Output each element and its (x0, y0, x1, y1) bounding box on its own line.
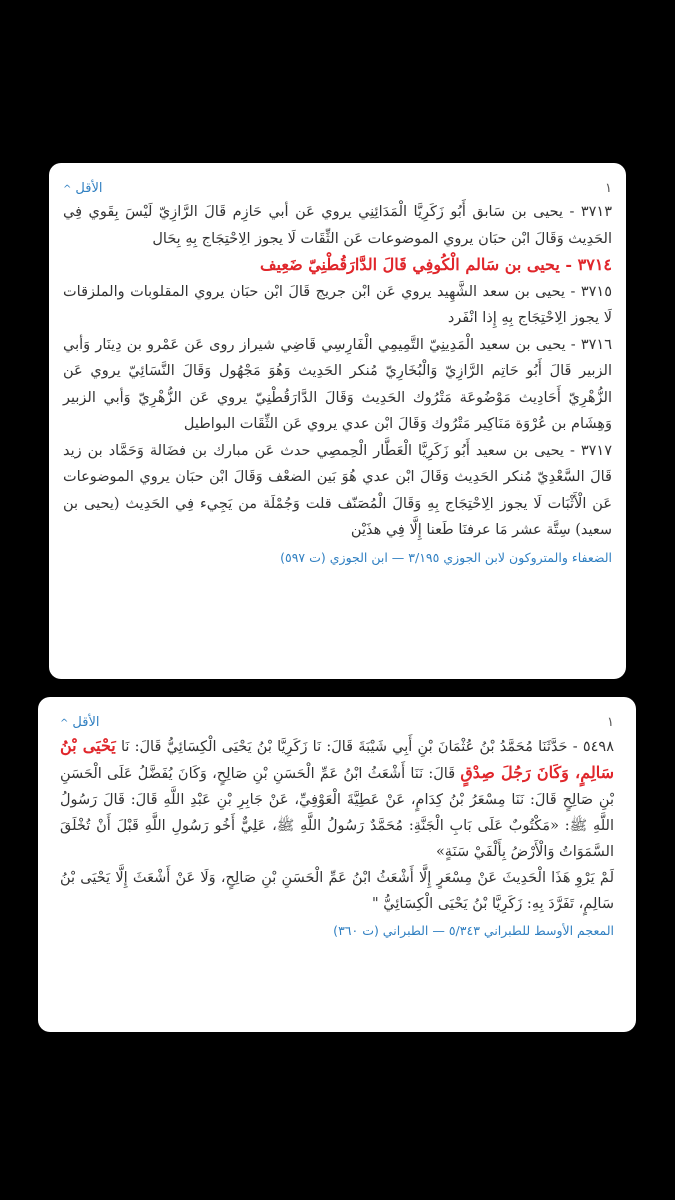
hadith-text (60, 733, 614, 865)
hadith-continuation: قَالَ: نَنَا أَشْعَثُ ابْنُ عَمِّ الْحَسَنِ بْنِ صَالِحٍ، وَكَانَ يُفَضَّلُ عَلَى الْحَسَنِ بْنِ صَالِحٍ قَالَ: نَنَا مِسْعَرُ بْنُ كِدَامٍ، عَنْ عَطِيَّةَ الْعَوْفِيِّ، عَنْ جَابِرِ بْنِ عَبْدِ اللَّهِ قَالَ: قَالَ رَسُولُ اللَّهِ ﷺ: «مَكْتُوبٌ عَلَى بَابِ الْجَنَّةِ: مُحَمَّدٌ رَسُولُ اللَّهِ ﷺ، عَلِيٌّ أَخُو رَسُولِ اللَّهِ قَبْلَ أَنْ تُخْلَقَ السَّمَوَاتُ وَالْأَرْضُ بِأَلْفَيْ سَنَةٍ» (60, 766, 614, 860)
card-number: ١ (607, 714, 614, 730)
entry-3714-highlight: ٣٧١٤ - يحيى بن سَالم الْكُوفِي قَالَ الدَّارَقُطْنِيّ ضَعِيف (259, 255, 612, 274)
entry-3717: ٣٧١٧ - يحيى بن سعيد أَبُو زَكَرِيَّا الْعَطَّار الْحِمصِي حدث عَن مبارك بن فضَالة وَحَمَّاد بن زيد قَالَ السَّعْدِيّ مُنكر الحَدِيث وَقَالَ ابْن عدي هُوَ بَين الضعْف وَقَالَ ابْن حبَان يروي الموضوعات عَن الْأَثْبَات لَا يجوز الِاحْتِجَاج بِهِ وَقَالَ الْمُصَنّف قلت وَجُمْلَة من يَجِيء فِي الحَدِيث (يحيى بن سعيد) سِتَّة عشر مَا عرفنَا طَعنا إِلَّا فِي هذَيْن (63, 442, 612, 538)
card-number: ١ (605, 180, 612, 196)
entry-3713: ٣٧١٣ - يحيى بن سَابق أَبُو زَكَرِيَّا الْمَدَائِنِي يروي عَن أبي حَازِم قَالَ الرَّازِيّ لَيْسَ بِقَوي فِي الحَدِيث وَقَالَ ابْن حبَان يروي الموضوعات عَن الثِّقَات لَا يجوز الِاحْتِجَاج بِهِ بِحَال (63, 204, 612, 247)
show-less-toggle[interactable] (60, 715, 99, 730)
hadith-intro: ٥٤٩٨ - حَدَّثَنَا مُحَمَّدُ بْنُ عُثْمَانَ بْنِ أَبِي شَيْبَةَ قَالَ: نَا زَكَرِيَّا بْنُ يَحْيَى الْكِسَائِيُّ قَالَ: نَا (120, 739, 614, 755)
entry-3715: ٣٧١٥ - يحيى بن سعد الشَّهِيد يروي عَن ابْن جريج قَالَ ابْن حبَان يروي المقلوبات والملزقات لَا يجوز الِاحْتِجَاج بِهِ إِذا انْفَرد (63, 283, 612, 326)
source-citation-link[interactable]: الضعفاء والمتروكون لابن الجوزي ٣/١٩٥ — ابن الجوزي (ت ٥٩٧) (280, 549, 612, 565)
show-less-label: الأقل (75, 180, 103, 196)
card-header (63, 177, 612, 199)
narrator-highlight: يَحْيَى بْنُ سَالِمٍ، وَكَانَ رَجُلَ صِدْقٍ (60, 736, 615, 782)
book-excerpt-card-2 (38, 697, 636, 1032)
hadith-closing: لَمْ يَرْوِ هَذَا الْحَدِيثَ عَنْ مِسْعَرٍ إِلَّا أَشْعَثُ ابْنُ عَمِّ الْحَسَنِ بْنِ صَالِحٍ، وَلَا عَنْ أَشْعَثَ إِلَّا يَحْيَى بْنُ سَالِمٍ، تَفَرَّدَ بِهِ: زَكَرِيَّا بْنُ يَحْيَى الْكِسَائِيُّ " (60, 870, 614, 912)
source-citation-link[interactable]: المعجم الأوسط للطبراني ٥/٣٤٣ — الطبراني (ت ٣٦٠) (333, 923, 614, 938)
show-less-label: الأقل (72, 714, 100, 730)
excerpt-body (63, 199, 612, 544)
entry-3716: ٣٧١٦ - يحيى بن سعيد الْمَدِينِيّ التَّمِيمِي الْفَارِسِي قَاضِي شيراز روى عَن عَمْرو بن دِينَار وَأبي الزبير قَالَ أَبُو حَاتِم الرَّازِيّ وَالْبُخَارِيّ مُنكر الحَدِيث وَهُوَ مَجْهُول وَقَالَ النَّسَائِيّ يروي عَن الزُّهْرِيّ أَحَادِيث مَوْضُوعَة مَتْرُوك الحَدِيث وَقَالَ الدَّارَقُطْنِيّ يروي عَن الزُّهْرِيّ وَأبي الزبير وَهِشَام بن عُرْوَة مَنَاكِير مَتْرُوك وَقَالَ ابْن عدي يروي عَن الثِّقَات البواطيل (63, 336, 612, 432)
chevron-up-icon: ^ (60, 717, 69, 729)
excerpt-body (60, 733, 614, 917)
show-less-toggle[interactable] (63, 181, 102, 196)
chevron-up-icon: ^ (63, 183, 72, 195)
book-excerpt-card-1 (49, 163, 626, 679)
card-header (60, 711, 614, 733)
